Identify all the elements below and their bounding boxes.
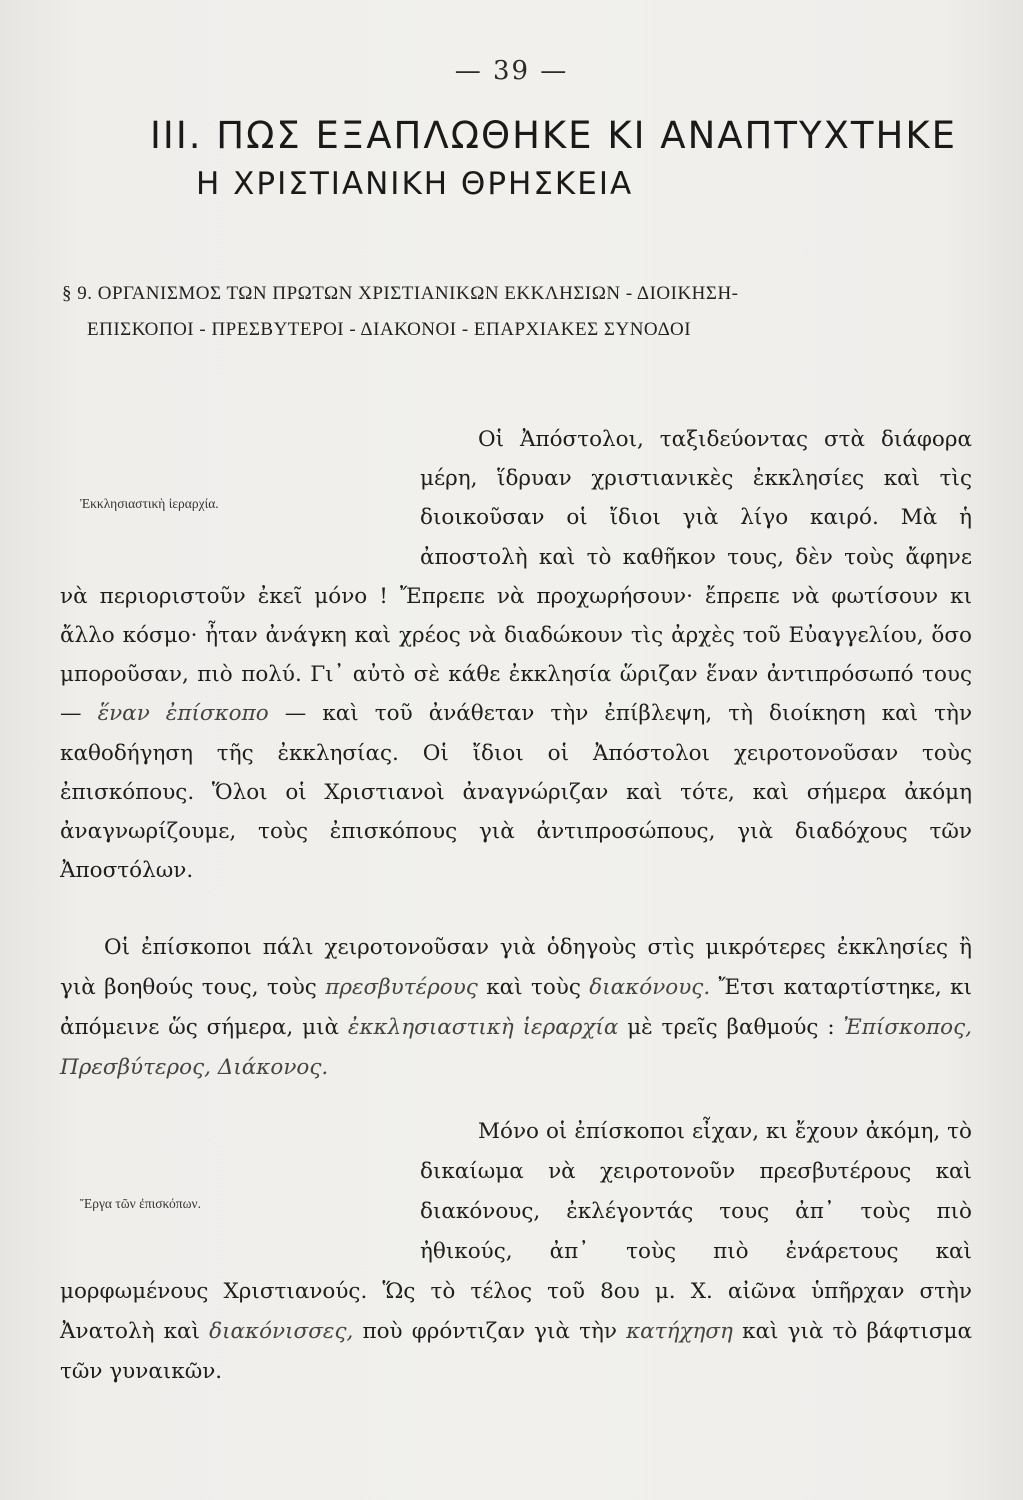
chapter-title-line2: Η ΧΡΙΣΤΙΑΝΙΚΗ ΘΡΗΣΚΕΙΑ (196, 166, 634, 202)
paragraph-2-text-b: καὶ τοὺς (486, 975, 581, 1000)
paragraph-3-text-a: Μόνο οἱ ἐπίσκοποι εἶχαν, κι ἔχουν ἀκόμη, τὸ δικαίωμα νὰ χειροτονοῦν πρεσβυτέρους καὶ διακόνους, ἐκλέγοντάς τους ἀπ᾿ τοὺς πιὸ ἠθικούς, ἀπ᾿ τοὺς πιὸ ἐνάρετους καὶ μορφωμένους Χριστιανούς. Ὥς τὸ τέλος τοῦ 8ου μ. Χ. αἰῶνα ὑπῆρχαν στὴν Ἀνατολὴ καὶ (60, 1119, 972, 1344)
section-heading (62, 276, 982, 348)
paragraph-2-text-a: Οἱ ἐπίσκοποι πάλι χειροτονοῦσαν γιὰ ὁδηγοὺς στὶς μικρότερες ἐκκλησίες ἢ γιὰ βοηθούς τους, τοὺς (60, 935, 972, 1000)
paragraph-2-emphasis-ranks: Ἐπίσκοπος, Πρεσβύτερος, Διάκονος. (60, 1015, 972, 1080)
page-number: — 39 — (454, 56, 569, 86)
chapter-heading (150, 112, 970, 208)
paragraph-2-emphasis-hierarchy: ἐκκλησιαστικὴ ἱεραρχία (347, 1015, 619, 1040)
paragraph-2-emphasis-presbyters: πρεσβυτέρους (325, 975, 478, 1000)
paragraph-3-emphasis-deaconesses: διακόνισσες, (209, 1319, 354, 1344)
paragraph-1-emphasis-bishop: ἕναν ἐπίσκοπο (97, 701, 269, 727)
chapter-title-line1: III. ΠΩΣ ΕΞΑΠΛΩΘΗΚΕ ΚΙ ΑΝΑΠΤΥΧΤΗΚΕ (150, 114, 957, 157)
margin-note-bishops-works: Ἔργα τῶν ἐπισκόπων. (80, 1196, 201, 1211)
paragraph-3-text-c: καὶ γιὰ τὸ βάφτισμα τῶν γυναικῶν. (60, 1319, 972, 1384)
paragraph-2 (60, 928, 972, 1088)
section-title-line2: ΕΠΙΣΚΟΠΟΙ - ΠΡΕΣΒΥΤΕΡΟΙ - ΔΙΑΚΟΝΟΙ - ΕΠΑΡΧΙΑΚΕΣ ΣΥΝΟΔΟΙ (87, 319, 692, 340)
paragraph-1 (60, 420, 972, 890)
paragraph-2-emphasis-deacons: διακόνους. (589, 975, 711, 1000)
paragraph-1-text-a: Οἱ Ἀπόστολοι, ταξιδεύοντας στὰ διάφορα μέρη, ἵδρυαν χριστιανικὲς ἐκκλησίες καὶ τὶς διοικοῦσαν οἱ ἴδιοι γιὰ λίγο καιρό. Μὰ ἡ ἀποστολὴ καὶ τὸ καθῆκον τους, δὲν τοὺς ἄφηνε νὰ περιοριστοῦν ἐκεῖ μόνο ! Ἔπρεπε νὰ προχωρήσουν· ἔπρεπε νὰ φωτίσουν κι ἄλλο κόσμο· ἦταν ἀνάγκη καὶ χρέος νὰ διαδώκουν τὶς ἀρχὲς τοῦ Εὐαγγελίου, ὅσο μποροῦσαν, πιὸ πολύ. Γι᾿ αὐτὸ σὲ κάθε ἐκκλησία ὥριζαν ἕναν ἀντιπρόσωπό τους — (60, 427, 972, 727)
margin-note-hierarchy: Ἐκκλησιαστικὴ ἱεραρχία. (80, 496, 219, 511)
paragraph-2-text-c: Ἔτσι καταρτίστηκε, κι ἀπόμεινε ὥς σήμερα, μιὰ (60, 975, 972, 1040)
paragraph-3-emphasis-catechesis: κατήχηση (626, 1319, 733, 1344)
paragraph-3-text-b: ποὺ φρόντιζαν γιὰ τὴν (362, 1319, 617, 1344)
paragraph-3 (60, 1112, 972, 1392)
section-title-line1: § 9. ΟΡΓΑΝΙΣΜΟΣ ΤΩΝ ΠΡΩΤΩΝ ΧΡΙΣΤΙΑΝΙΚΩΝ ΕΚΚΛΗΣΙΩΝ - ΔΙΟΙΚΗΣΗ- (62, 283, 739, 304)
paragraph-2-text-d: μὲ τρεῖς βαθμούς : (627, 1015, 835, 1040)
paragraph-1-text-b: — καὶ τοῦ ἀνάθεταν τὴν ἐπίβλεψη, τὴ διοίκηση καὶ τὴν καθοδήγηση τῆς ἐκκλησίας. Οἱ ἴδιοι οἱ Ἀπόστολοι χειροτονοῦσαν τοὺς ἐπισκόπους. Ὅλοι οἱ Χριστιανοὶ ἀναγνώριζαν καὶ τότε, καὶ σήμερα ἀκόμη ἀναγνωρίζουμε, τοὺς ἐπισκόπους γιὰ ἀντιπροσώπους, γιὰ διαδόχους τῶν Ἀποστόλων. (60, 701, 973, 884)
